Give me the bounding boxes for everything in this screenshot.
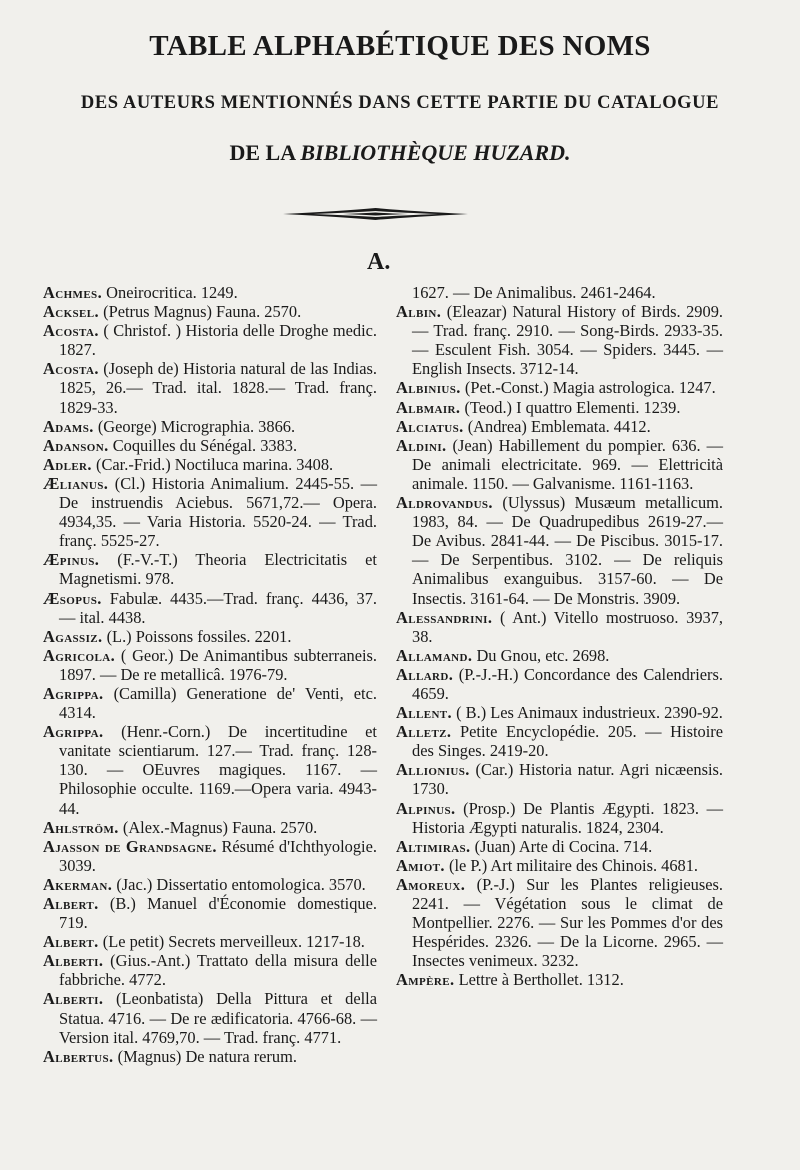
index-entry [43, 1047, 377, 1066]
index-entry [43, 722, 377, 817]
entry-references: Petite Encyclopédie. 205. — Histoire des Singes. 2419-20. [412, 722, 723, 761]
entry-references: (Teod.) I quattro Elementi. 1239. [460, 397, 681, 417]
index-entry [43, 627, 377, 646]
entry-references: 1627. — De Animalibus. 2461-2464. [412, 283, 656, 302]
entry-references: ( Christof. ) Historia delle Droghe medic. 1827. [59, 321, 377, 360]
subtitle-prefix: DE LA [229, 140, 301, 165]
author-name: Ahlström. [43, 817, 119, 837]
author-name: Agrippa. [43, 722, 104, 742]
index-entry [396, 493, 723, 608]
index-entry [396, 856, 723, 875]
author-name: Allent. [396, 703, 453, 723]
index-entry [43, 932, 377, 951]
entry-references: (Henr.-Corn.) De incertitudine et vanitate scientiarum. 127.— Trad. franç. 128-130. — OEuvres magiques. 1167. — Philosophie occulte. 1169.—Opera varia. 4943-44. [59, 722, 377, 818]
index-entry [43, 894, 377, 932]
author-name: Alessandrini. [396, 607, 493, 627]
entry-references: (Leonbatista) Della Pittura et della Statua. 4716. — De re ædificatoria. 4766-68. — Version ital. 4769,70. — Trad. franç. 4771. [59, 989, 377, 1047]
entry-references: (Magnus) De natura rerum. [113, 1046, 297, 1066]
author-name: Alberti. [43, 989, 104, 1009]
entry-references: (Ulyssus) Musæum metallicum. 1983, 84. — De Quadrupedibus 2619-27.— De Avibus. 2841-44. — De Piscibus. 3015-17. — De Serpentibus. 3102. — De reliquis Animalibus exanguibus. 3157-60. — De Insectis. 3161-64. — De Monstris. 3909. [412, 493, 723, 608]
author-name: Albert. [43, 932, 99, 952]
index-entry [43, 321, 377, 359]
author-name: Agrippa. [43, 683, 104, 703]
index-entry [43, 589, 377, 627]
entry-references: Oneirocritica. 1249. [102, 283, 238, 302]
entry-references: (Prosp.) De Plantis Ægypti. 1823. — Historia Ægypti naturalis. 1824, 2304. [412, 798, 723, 837]
author-name: Amoreux. [396, 874, 466, 894]
page-subtitle-library [0, 140, 800, 166]
index-entry [396, 703, 723, 722]
index-entry [396, 302, 723, 378]
index-entry [43, 455, 377, 474]
page-title: TABLE ALPHABÉTIQUE DES NOMS [149, 30, 651, 62]
author-name: Albertus. [43, 1046, 114, 1066]
author-name: Ampère. [396, 970, 455, 990]
entry-references: (Juan) Arte di Cocina. 714. [470, 836, 653, 856]
author-name: Æsopus. [43, 588, 102, 608]
entry-references: (Andrea) Emblemata. 4412. [463, 416, 651, 436]
index-entry [396, 283, 723, 302]
entry-references: (Alex.-Magnus) Fauna. 2570. [118, 817, 318, 837]
index-entry [396, 378, 723, 397]
right-column [396, 283, 723, 989]
index-entry [43, 646, 377, 684]
entry-references: (B.) Manuel d'Économie domestique. 719. [59, 894, 377, 933]
author-name: Akerman. [43, 874, 113, 894]
author-name: Ajasson de Grandsagne. [43, 836, 217, 856]
index-entry [43, 359, 377, 416]
index-entry [396, 608, 723, 646]
entry-references: (F.-V.-T.) Theoria Electricitatis et Magnetismi. 978. [59, 550, 377, 589]
entry-references: (Eleazar) Natural History of Birds. 2909. — Trad. franç. 2910. — Song-Birds. 2933-35. — Esculent Fish. 3054. — Spiders. 3445. — English Insects. 3712-14. [412, 302, 723, 379]
entry-references: Du Gnou, etc. 2698. [472, 645, 610, 665]
index-entry [396, 722, 723, 760]
index-entry [43, 818, 377, 837]
entry-references: ( Ant.) Vitello mostruoso. 3937, 38. [412, 607, 723, 646]
index-entry [396, 875, 723, 970]
entry-references: (L.) Poissons fossiles. 2201. [102, 626, 292, 646]
entry-references: (Pet.-Const.) Magia astrologica. 1247. [460, 378, 716, 398]
index-entry [396, 646, 723, 665]
author-name: Amiot. [396, 855, 445, 875]
author-name: Agassiz. [43, 626, 103, 646]
index-entry [396, 436, 723, 493]
index-entry [43, 302, 377, 321]
author-name: Agricola. [43, 645, 116, 665]
entry-references: (Joseph de) Historia natural de las Indias. 1825, 26.— Trad. ital. 1828.— Trad. franç. 1829-33. [59, 359, 377, 417]
entry-references: (Petrus Magnus) Fauna. 2570. [99, 302, 302, 322]
author-name: Albinius. [396, 378, 461, 398]
index-entry [43, 951, 377, 989]
author-name: Alberti. [43, 951, 104, 971]
index-entry [43, 283, 377, 302]
entry-references: (Camilla) Generatione de' Venti, etc. 4314. [59, 683, 377, 723]
author-name: Aldini. [396, 435, 447, 455]
index-entry [43, 550, 377, 588]
author-name: Allamand. [396, 645, 473, 665]
author-name: Altimiras. [396, 836, 471, 856]
author-name: Aldrovandus. [396, 493, 493, 513]
entry-references: Fabulæ. 4435.—Trad. franç. 4436, 37. — ital. 4438. [59, 588, 377, 627]
author-name: Alciatus. [396, 416, 464, 436]
entry-references: Résumé d'Ichthyologie. 3039. [59, 836, 377, 875]
author-name: Allionius. [396, 760, 470, 780]
ornament-divider-icon [283, 207, 468, 221]
author-name: Achmes. [43, 283, 103, 302]
author-name: Albmair. [396, 397, 461, 417]
index-entry [43, 989, 377, 1046]
index-entry [396, 837, 723, 856]
index-entry [396, 970, 723, 989]
index-entry [43, 684, 377, 722]
index-entry [43, 837, 377, 875]
author-name: Acosta. [43, 321, 99, 341]
entry-references: (le P.) Art militaire des Chinois. 4681. [444, 855, 699, 875]
author-name: Adler. [43, 454, 92, 474]
left-column [43, 283, 377, 1066]
entry-references: ( Geor.) De Animantibus subterraneis. 1897. — De re metallicâ. 1976-79. [59, 645, 377, 684]
entry-references: (Gius.-Ant.) Trattato della misura delle fabbriche. 4772. [59, 951, 377, 990]
author-name: Ælianus. [43, 473, 109, 493]
entry-references: (Cl.) Historia Animalium. 2445-55. — De instruendis Aciebus. 5671,72.— Opera. 4934,35. — Varia Historia. 5520-24. — Trad. franç. 5525-27. [59, 473, 377, 551]
entry-references: (Jac.) Dissertatio entomologica. 3570. [112, 874, 366, 894]
index-entry [396, 398, 723, 417]
entry-references: (Jean) Habillement du pompier. 636. — De animali electricitate. 969. — Elettricità animale. 1150. — Galvanisme. 1161-1163. [412, 435, 723, 493]
author-name: Adams. [43, 416, 94, 436]
entry-references: (Car.-Frid.) Noctiluca marina. 3408. [91, 454, 334, 474]
entry-references: Lettre à Berthollet. 1312. [454, 970, 624, 990]
index-entry [43, 875, 377, 894]
index-entry [43, 436, 377, 455]
entry-references: (George) Micrographia. 3866. [93, 416, 296, 436]
library-name: BIBLIOTHÈQUE HUZARD. [300, 140, 571, 165]
author-name: Acksel. [43, 302, 100, 322]
entry-references: (P.-J.) Sur les Plantes religieuses. 2241. — Végétation sous le climat de Montpellier. 2276. — Sur les Pommes d'or des Hespérides. 2326. — De la Licorne. 2965. — Insectes venimeux. 3232. [412, 874, 723, 971]
section-letter: A. [367, 249, 391, 275]
entry-references: (Le petit) Secrets merveilleux. 1217-18. [98, 932, 365, 952]
author-name: Æpinus. [43, 550, 100, 570]
entry-references: ( B.) Les Animaux industrieux. 2390-92. [452, 703, 723, 723]
index-entry [396, 665, 723, 703]
index-entry [396, 417, 723, 436]
index-entry [43, 474, 377, 550]
index-entry [396, 760, 723, 798]
author-name: Acosta. [43, 359, 99, 379]
index-entry [43, 417, 377, 436]
author-name: Albin. [396, 302, 442, 322]
entry-references: Coquilles du Sénégal. 3383. [108, 435, 298, 455]
author-name: Alletz. [396, 722, 452, 742]
author-name: Adanson. [43, 435, 109, 455]
page-subtitle: DES AUTEURS MENTIONNÉS DANS CETTE PARTIE DU CATALOGUE [80, 93, 720, 113]
entry-references: (Car.) Historia natur. Agri nicæensis. 1730. [412, 760, 723, 799]
author-name: Alpinus. [396, 798, 456, 818]
index-entry [396, 799, 723, 837]
author-name: Albert. [43, 894, 99, 913]
author-name: Allard. [396, 664, 454, 684]
entry-references: (P.-J.-H.) Concordance des Calendriers. 4659. [412, 664, 723, 703]
